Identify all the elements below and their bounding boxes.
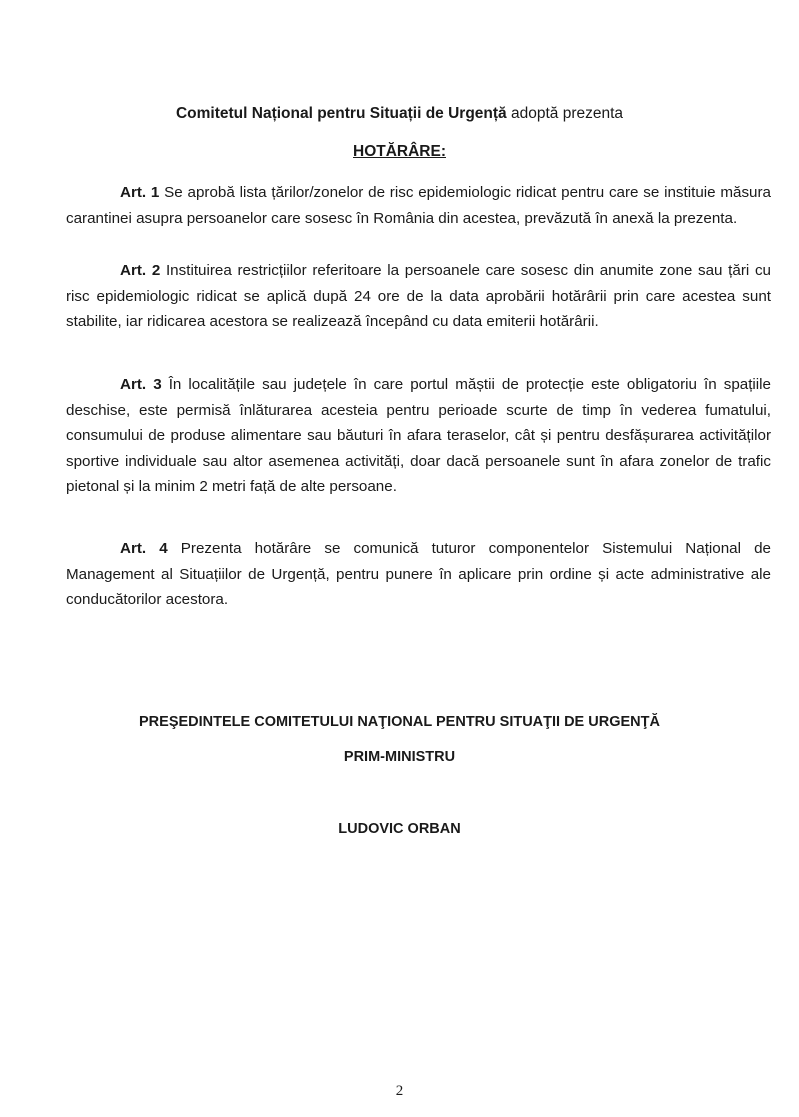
article-1-text: Se aprobă lista țărilor/zonelor de risc epidemiologic ridicat pentru care se instituie măsura carantinei asupra persoanelor care sosesc în România din acestea, prevăzută în anexă la prezenta. <box>66 184 772 227</box>
article-1-label: Art. 1 <box>120 184 160 201</box>
decision-title: HOTĂRÂRE: <box>353 143 446 160</box>
article-3-text: În localitățile sau județele în care portul măștii de protecție este obligatoriu în spațiile deschise, este permisă înlăturarea acesteia pentru perioade scurte de timp în vederea fumatului, consumului de produse alimentare sau băuturi în afara teraselor, cât și pentru desfășurarea activităților sportive individuale sau altor asemenea activități, doar dacă persoanele sunt în afara zonelor de trafic pietonal și la minim 2 metri față de alte persoane. <box>66 376 771 495</box>
page-number: 2 <box>395 1083 404 1099</box>
article-3-label: Art. 3 <box>120 376 162 393</box>
intro-verb: adoptă prezenta <box>506 105 624 122</box>
intro-line <box>0 103 799 125</box>
article-2 <box>66 258 771 335</box>
article-1 <box>66 180 771 231</box>
article-2-label: Art. 2 <box>120 262 161 279</box>
signatory-name: LUDOVIC ORBAN <box>338 821 461 837</box>
article-3 <box>66 372 771 500</box>
issuer-name: Comitetul Național pentru Situații de Urgență <box>175 105 507 122</box>
article-4-text: Prezenta hotărâre se comunică tuturor componentelor Sistemului Național de Management al Situațiilor de Urgență, pentru punere în aplicare prin ordine și acte administrative ale conducătorilor acestora. <box>66 540 771 608</box>
article-2-text: Instituirea restricțiilor referitoare la persoanele care sosesc din anumite zone sau țări cu risc epidemiologic ridicat se aplică după 24 ore de la data aprobării hotărârii prin care acestea sunt stabilite, iar ridicarea acestora se realizează începând cu data emiterii hotărârii. <box>66 262 771 330</box>
signatory-position: PRIM-MINISTRU <box>343 749 456 765</box>
article-4 <box>66 536 771 613</box>
article-4-label: Art. 4 <box>120 540 168 557</box>
signatory-role: PREŞEDINTELE COMITETULUI NAŢIONAL PENTRU SITUAŢII DE URGENŢĂ <box>139 714 660 730</box>
